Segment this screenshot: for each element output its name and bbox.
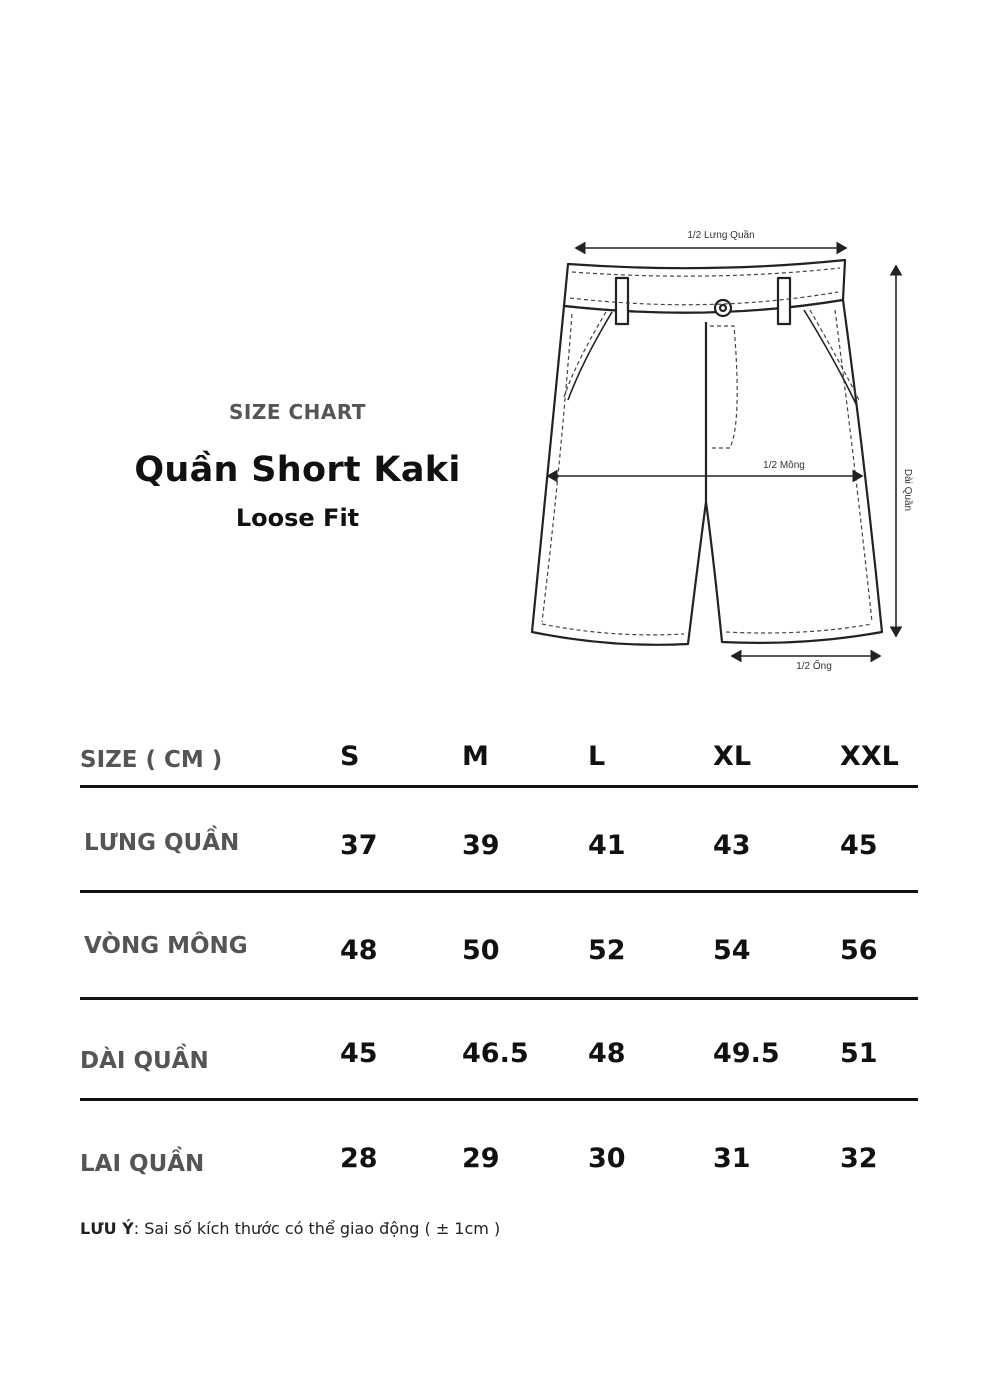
- table-cell: 30: [588, 1143, 626, 1174]
- product-name: Quần Short Kaki: [134, 450, 461, 490]
- table-cell: 48: [588, 1038, 626, 1069]
- table-cell: 28: [340, 1143, 378, 1174]
- row-label: LAI QUẦN: [80, 1151, 205, 1177]
- table-cell: 45: [840, 830, 878, 861]
- table-cell: 29: [462, 1143, 500, 1174]
- measurement-note: [80, 1219, 500, 1238]
- size-header: M: [462, 741, 489, 772]
- table-cell: 39: [462, 830, 500, 861]
- size-header: XXL: [840, 741, 899, 772]
- row-label: VÒNG MÔNG: [84, 933, 248, 959]
- size-header: S: [340, 741, 360, 772]
- size-table: [80, 735, 918, 1201]
- row-label: LƯNG QUẦN: [84, 830, 240, 856]
- row-label: DÀI QUẦN: [80, 1048, 209, 1074]
- hip-measure-label: 1/2 Mông: [763, 460, 805, 471]
- table-cell: 43: [713, 830, 751, 861]
- title-block: [120, 400, 475, 532]
- table-cell: 32: [840, 1143, 878, 1174]
- table-cell: 41: [588, 830, 626, 861]
- size-chart-eyebrow: SIZE CHART: [228, 400, 366, 424]
- table-row: [80, 1000, 918, 1101]
- table-cell: 37: [340, 830, 378, 861]
- table-cell: 54: [713, 935, 751, 966]
- note-label: LƯU Ý: [80, 1219, 134, 1238]
- hem-measure-label: 1/2 Ống: [796, 661, 832, 672]
- shorts-illustration: [520, 222, 920, 682]
- length-measure-label: Dài Quần: [902, 468, 913, 512]
- shorts-diagram: [520, 222, 920, 682]
- fit-label: Loose Fit: [235, 504, 360, 532]
- table-cell: 46.5: [462, 1038, 529, 1069]
- table-row: [80, 788, 918, 893]
- table-cell: 52: [588, 935, 626, 966]
- table-cell: 49.5: [713, 1038, 780, 1069]
- table-cell: 48: [340, 935, 378, 966]
- note-text: : Sai số kích thước có thể giao động ( ± 1cm ): [133, 1219, 501, 1238]
- table-row: [80, 893, 918, 1000]
- table-cell: 31: [713, 1143, 751, 1174]
- size-header: L: [588, 741, 606, 772]
- table-cell: 45: [340, 1038, 378, 1069]
- table-row: [80, 1101, 918, 1201]
- table-cell: 51: [840, 1038, 878, 1069]
- size-header: XL: [713, 741, 752, 772]
- table-cell: 50: [462, 935, 500, 966]
- waist-measure-label: 1/2 Lưng Quần: [687, 230, 755, 241]
- table-cell: 56: [840, 935, 878, 966]
- table-header-row: [80, 735, 918, 788]
- table-header-label: SIZE ( CM ): [80, 747, 223, 773]
